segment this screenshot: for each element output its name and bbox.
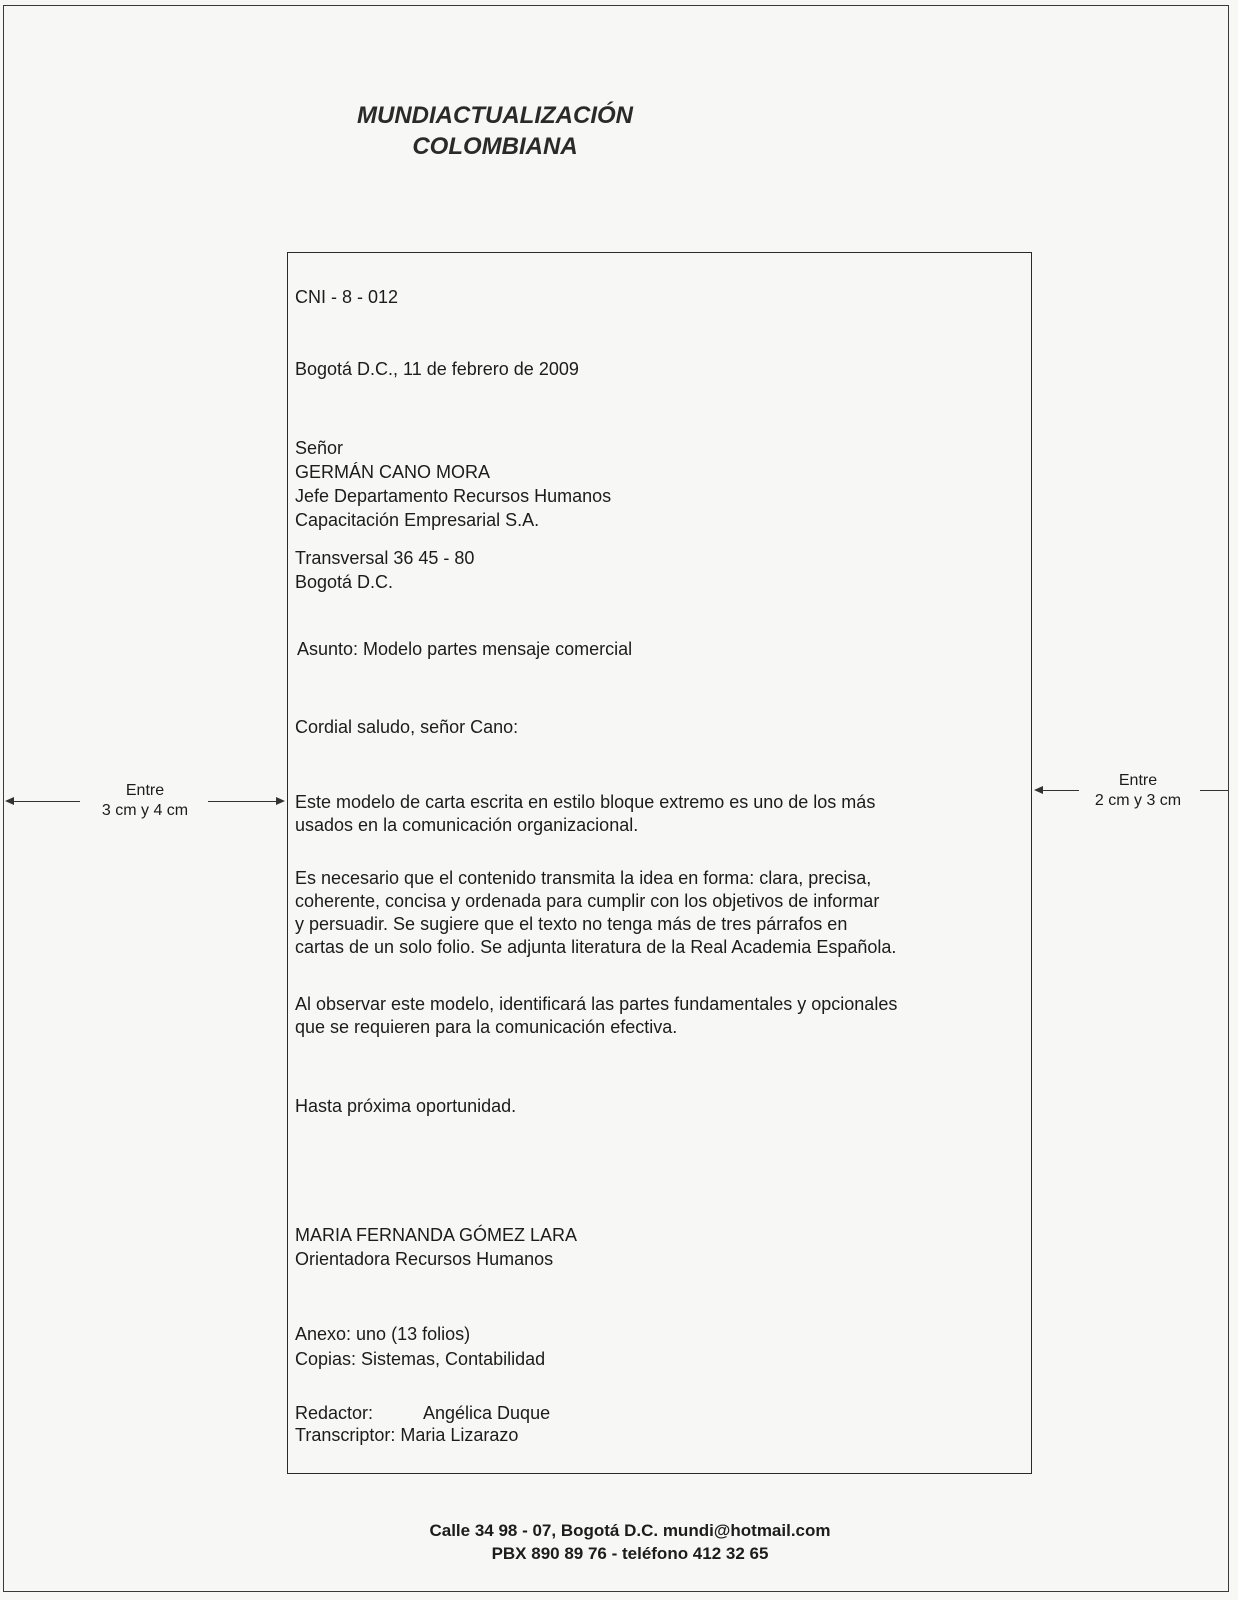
right-margin-line-outer	[1200, 790, 1228, 791]
body-line: coherente, concisa y ordenada para cumplir con los objetivos de informar	[295, 891, 880, 911]
redactor-name: Angélica Duque	[423, 1403, 551, 1423]
sender-name: MARIA FERNANDA GÓMEZ LARA	[295, 1225, 578, 1245]
closing-line: Hasta próxima oportunidad.	[295, 1096, 517, 1116]
company-name-line1: MUNDIACTUALIZACIÓN	[357, 102, 633, 129]
recipient-name: GERMÁN CANO MORA	[295, 462, 491, 482]
left-margin-arrow-icon	[5, 797, 14, 805]
letter-frame	[287, 252, 1032, 1474]
right-margin-line-inner	[1043, 790, 1079, 791]
footer-phones: PBX 890 89 76 - teléfono 412 32 65	[491, 1544, 769, 1563]
body-line: usados en la comunicación organizacional.	[295, 815, 639, 835]
recipient-position: Jefe Departamento Recursos Humanos	[295, 486, 612, 506]
body-paragraph-2	[295, 867, 896, 959]
copies-line: Copias: Sistemas, Contabilidad	[295, 1349, 546, 1369]
letter-code: CNI - 8 - 012	[295, 287, 399, 307]
body-line: Al observar este modelo, identificará las partes fundamentales y opcionales	[295, 994, 898, 1014]
recipient-address: Transversal 36 45 - 80	[295, 548, 475, 568]
body-line: cartas de un solo folio. Se adjunta literatura de la Real Academia Española.	[295, 937, 897, 957]
company-name-line2: COLOMBIANA	[412, 133, 578, 160]
body-paragraph-1	[295, 791, 875, 837]
redactor-label: Redactor:	[295, 1403, 374, 1423]
right-margin-label	[1075, 771, 1201, 811]
left-margin-label-line1: Entre	[125, 782, 165, 799]
right-margin-label-line2: 2 cm y 3 cm	[1094, 792, 1182, 809]
left-margin-line-outer	[10, 801, 80, 802]
annex-line: Anexo: uno (13 folios)	[295, 1324, 471, 1344]
body-line: y persuadir. Se sugiere que el texto no tenga más de tres párrafos en	[295, 914, 848, 934]
left-margin-label	[82, 781, 208, 821]
sender-position: Orientadora Recursos Humanos	[295, 1249, 554, 1269]
body-paragraph-3	[295, 993, 897, 1039]
left-margin-label-line2: 3 cm y 4 cm	[101, 802, 189, 819]
recipient-city: Bogotá D.C.	[295, 572, 394, 592]
recipient-company: Capacitación Empresarial S.A.	[295, 510, 540, 530]
transcriptor-line: Transcriptor: Maria Lizarazo	[295, 1425, 519, 1445]
footer-address-email: Calle 34 98 - 07, Bogotá D.C. mundi@hotmail.com	[429, 1521, 831, 1540]
recipient-salutation-title: Señor	[295, 438, 344, 458]
body-line: que se requieren para la comunicación efectiva.	[295, 1017, 678, 1037]
greeting: Cordial saludo, señor Cano:	[295, 717, 519, 737]
left-margin-line-inner	[208, 801, 276, 802]
left-margin-arrow-right-icon	[276, 797, 285, 805]
body-line: Este modelo de carta escrita en estilo bloque extremo es uno de los más	[295, 792, 876, 812]
right-margin-arrow-left-icon	[1034, 786, 1043, 794]
date-place: Bogotá D.C., 11 de febrero de 2009	[295, 359, 579, 379]
footer	[330, 1519, 930, 1565]
right-margin-label-line1: Entre	[1118, 772, 1158, 789]
subject-line: Asunto: Modelo partes mensaje comercial	[297, 639, 633, 659]
company-title	[300, 100, 690, 162]
body-line: Es necesario que el contenido transmita la idea en forma: clara, precisa,	[295, 868, 872, 888]
